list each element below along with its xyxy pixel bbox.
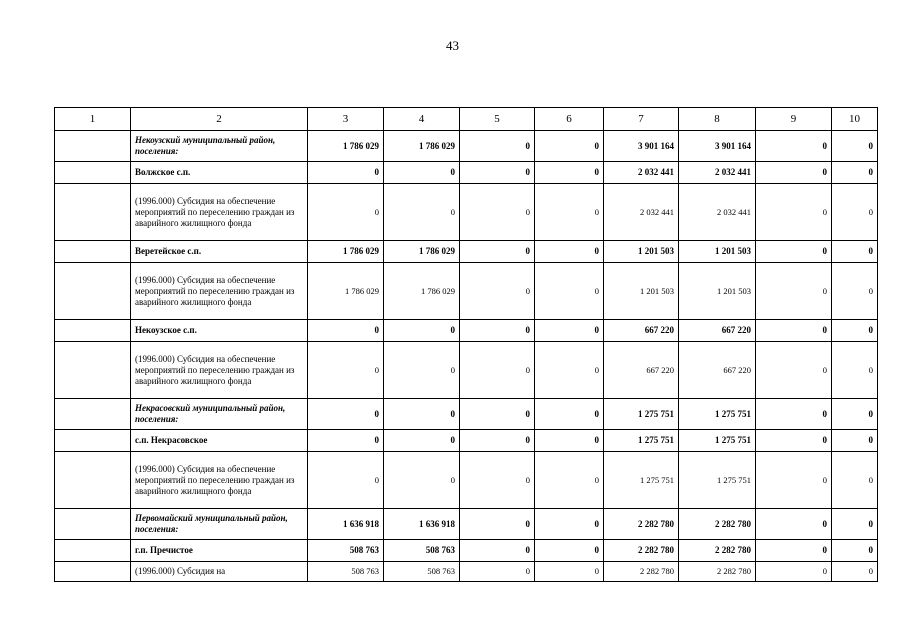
table-row [55,131,878,162]
value-cell-col-5: 0 [460,509,535,540]
value-cell-col-6: 0 [535,399,604,430]
value-cell-col-5: 0 [460,452,535,509]
row-name-cell: (1996.000) Субсидия на обеспечение мероприятий по переселению граждан из аварийного жилищного фонда [131,184,308,241]
header-row [55,108,878,131]
value-cell-col-3: 0 [308,399,384,430]
value-cell-col-10: 0 [832,131,878,162]
value-cell-col-7: 2 032 441 [604,184,679,241]
table-row [55,540,878,562]
value-cell-col-5: 0 [460,263,535,320]
value-cell-col-7: 3 901 164 [604,131,679,162]
value-cell-col-3: 508 763 [308,540,384,562]
value-cell-col-6: 0 [535,320,604,342]
value-cell-col-5: 0 [460,320,535,342]
value-cell-col-9: 0 [756,241,832,263]
column-header-9: 9 [756,108,832,131]
table-row [55,399,878,430]
value-cell-col-10: 0 [832,452,878,509]
value-cell-col-9: 0 [756,320,832,342]
value-cell-col-3: 0 [308,430,384,452]
value-cell-col-6: 0 [535,509,604,540]
value-cell-col-3: 0 [308,162,384,184]
value-cell-col-10: 0 [832,263,878,320]
table-row [55,162,878,184]
value-cell-col-6: 0 [535,430,604,452]
cell-col-1 [55,430,131,452]
value-cell-col-7: 1 275 751 [604,399,679,430]
table-row [55,342,878,399]
value-cell-col-4: 1 636 918 [384,509,460,540]
value-cell-col-9: 0 [756,342,832,399]
row-name-cell: Некоузское с.п. [131,320,308,342]
value-cell-col-4: 0 [384,320,460,342]
row-name-cell: Некоузский муниципальный район, поселения: [131,131,308,162]
value-cell-col-4: 1 786 029 [384,131,460,162]
value-cell-col-9: 0 [756,430,832,452]
table-row [55,320,878,342]
table-body [55,131,878,582]
value-cell-col-4: 0 [384,452,460,509]
value-cell-col-3: 1 786 029 [308,241,384,263]
value-cell-col-4: 0 [384,399,460,430]
value-cell-col-7: 2 032 441 [604,162,679,184]
row-name-cell: с.п. Некрасовское [131,430,308,452]
value-cell-col-5: 0 [460,131,535,162]
value-cell-col-8: 2 282 780 [679,509,756,540]
value-cell-col-3: 0 [308,320,384,342]
value-cell-col-3: 0 [308,184,384,241]
column-header-3: 3 [308,108,384,131]
value-cell-col-6: 0 [535,452,604,509]
value-cell-col-8: 2 032 441 [679,162,756,184]
column-header-5: 5 [460,108,535,131]
cell-col-1 [55,509,131,540]
value-cell-col-9: 0 [756,399,832,430]
value-cell-col-6: 0 [535,540,604,562]
value-cell-col-8: 1 275 751 [679,452,756,509]
value-cell-col-9: 0 [756,184,832,241]
value-cell-col-3: 1 786 029 [308,131,384,162]
value-cell-col-10: 0 [832,320,878,342]
value-cell-col-8: 667 220 [679,320,756,342]
row-name-cell: (1996.000) Субсидия на обеспечение мероприятий по переселению граждан из аварийного жилищного фонда [131,452,308,509]
column-header-6: 6 [535,108,604,131]
value-cell-col-7: 667 220 [604,342,679,399]
value-cell-col-4: 0 [384,184,460,241]
value-cell-col-5: 0 [460,241,535,263]
column-header-8: 8 [679,108,756,131]
value-cell-col-9: 0 [756,540,832,562]
budget-table [54,107,878,582]
value-cell-col-5: 0 [460,399,535,430]
value-cell-col-5: 0 [460,540,535,562]
column-header-4: 4 [384,108,460,131]
cell-col-1 [55,162,131,184]
cell-col-1 [55,320,131,342]
value-cell-col-10: 0 [832,399,878,430]
column-header-7: 7 [604,108,679,131]
value-cell-col-9: 0 [756,509,832,540]
value-cell-col-5: 0 [460,430,535,452]
value-cell-col-8: 2 282 780 [679,540,756,562]
cell-col-1 [55,241,131,263]
row-name-cell: Веретейское с.п. [131,241,308,263]
table-row [55,509,878,540]
cell-col-1 [55,562,131,582]
cell-col-1 [55,342,131,399]
value-cell-col-6: 0 [535,241,604,263]
value-cell-col-3: 0 [308,452,384,509]
value-cell-col-8: 1 275 751 [679,430,756,452]
value-cell-col-7: 1 275 751 [604,430,679,452]
value-cell-col-3: 1 636 918 [308,509,384,540]
cell-col-1 [55,131,131,162]
value-cell-col-10: 0 [832,540,878,562]
value-cell-col-10: 0 [832,562,878,582]
value-cell-col-6: 0 [535,263,604,320]
value-cell-col-7: 1 201 503 [604,263,679,320]
column-header-10: 10 [832,108,878,131]
value-cell-col-4: 508 763 [384,562,460,582]
row-name-cell: (1996.000) Субсидия на обеспечение мероприятий по переселению граждан из аварийного жилищного фонда [131,263,308,320]
row-name-cell: Волжское с.п. [131,162,308,184]
value-cell-col-10: 0 [832,342,878,399]
value-cell-col-8: 1 201 503 [679,241,756,263]
cell-col-1 [55,452,131,509]
value-cell-col-7: 2 282 780 [604,562,679,582]
table-row [55,263,878,320]
value-cell-col-8: 3 901 164 [679,131,756,162]
value-cell-col-8: 667 220 [679,342,756,399]
cell-col-1 [55,540,131,562]
value-cell-col-5: 0 [460,562,535,582]
value-cell-col-4: 508 763 [384,540,460,562]
value-cell-col-10: 0 [832,509,878,540]
table-row [55,562,878,582]
value-cell-col-6: 0 [535,562,604,582]
value-cell-col-7: 1 275 751 [604,452,679,509]
row-name-cell: Некрасовский муниципальный район, поселения: [131,399,308,430]
value-cell-col-7: 1 201 503 [604,241,679,263]
value-cell-col-3: 1 786 029 [308,263,384,320]
value-cell-col-9: 0 [756,162,832,184]
value-cell-col-10: 0 [832,184,878,241]
value-cell-col-7: 667 220 [604,320,679,342]
value-cell-col-9: 0 [756,562,832,582]
value-cell-col-9: 0 [756,131,832,162]
value-cell-col-9: 0 [756,452,832,509]
cell-col-1 [55,399,131,430]
table-row [55,241,878,263]
table-row [55,452,878,509]
cell-col-1 [55,263,131,320]
column-header-2: 2 [131,108,308,131]
value-cell-col-7: 2 282 780 [604,540,679,562]
value-cell-col-5: 0 [460,342,535,399]
value-cell-col-7: 2 282 780 [604,509,679,540]
value-cell-col-5: 0 [460,184,535,241]
value-cell-col-4: 1 786 029 [384,241,460,263]
column-header-1: 1 [55,108,131,131]
value-cell-col-10: 0 [832,241,878,263]
value-cell-col-4: 0 [384,342,460,399]
table-row [55,430,878,452]
value-cell-col-4: 1 786 029 [384,263,460,320]
page-number: 43 [446,38,459,53]
value-cell-col-10: 0 [832,162,878,184]
value-cell-col-5: 0 [460,162,535,184]
row-name-cell: Первомайский муниципальный район, поселения: [131,509,308,540]
value-cell-col-10: 0 [832,430,878,452]
value-cell-col-4: 0 [384,162,460,184]
value-cell-col-8: 2 282 780 [679,562,756,582]
value-cell-col-3: 508 763 [308,562,384,582]
row-name-cell: г.п. Пречистое [131,540,308,562]
value-cell-col-6: 0 [535,342,604,399]
value-cell-col-8: 1 275 751 [679,399,756,430]
value-cell-col-8: 2 032 441 [679,184,756,241]
row-name-cell: (1996.000) Субсидия на обеспечение мероприятий по переселению граждан из аварийного жилищного фонда [131,342,308,399]
row-name-cell: (1996.000) Субсидия на [131,562,308,582]
table-row [55,184,878,241]
value-cell-col-9: 0 [756,263,832,320]
value-cell-col-6: 0 [535,162,604,184]
value-cell-col-6: 0 [535,131,604,162]
value-cell-col-4: 0 [384,430,460,452]
value-cell-col-6: 0 [535,184,604,241]
value-cell-col-3: 0 [308,342,384,399]
value-cell-col-8: 1 201 503 [679,263,756,320]
cell-col-1 [55,184,131,241]
